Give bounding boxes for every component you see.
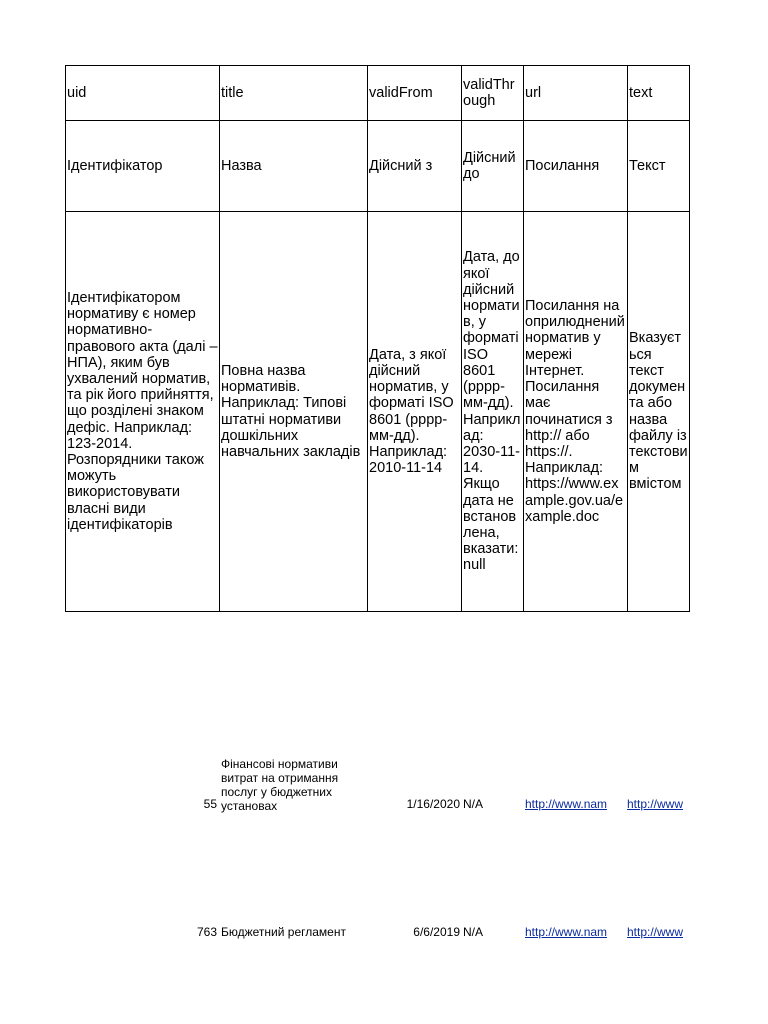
header-cell-text: text xyxy=(628,66,690,121)
header-cell-url: url xyxy=(524,66,628,121)
label-cell-title: Назва xyxy=(220,121,368,212)
record-row xyxy=(0,757,768,813)
record-title xyxy=(221,757,371,813)
record-title-line: установах xyxy=(221,799,278,813)
spec-table xyxy=(65,65,690,612)
record-uid: 763 xyxy=(196,925,217,939)
header-cell-title: title xyxy=(220,66,368,121)
record-url-link[interactable]: http://www.nam xyxy=(525,797,608,811)
record-validthrough: N/A xyxy=(463,925,484,939)
label-cell-validthrough: Дійсний до xyxy=(462,121,524,212)
label-cell-validfrom: Дійсний з xyxy=(368,121,462,212)
description-cell-uid: Ідентифікатором нормативу є номер нормативно-правового акта (далі – НПА), яким був ухвалений норматив, та рік його прийняття, що розділені знаком дефіс. Наприклад: 123-2014. Розпорядники також можуть використовувати власні види ідентифікаторів xyxy=(66,212,220,612)
record-url-link[interactable]: http://www.nam xyxy=(525,925,608,939)
record-title-line: послуг у бюджетних xyxy=(221,785,332,799)
record-row xyxy=(0,925,768,941)
record-validfrom: 1/16/2020 xyxy=(406,797,460,811)
record-validfrom: 6/6/2019 xyxy=(413,925,460,939)
description-cell-text: Вказується текст документа або назва файлу із текстовим вмістом xyxy=(628,212,690,612)
label-cell-url: Посилання xyxy=(524,121,628,212)
record-title-line: Бюджетний регламент xyxy=(221,925,346,939)
header-row xyxy=(66,66,690,121)
record-uid: 55 xyxy=(203,797,217,811)
record-title-line: Фінансові нормативи xyxy=(221,757,338,771)
description-cell-url: Посилання на оприлюднений норматив у мережі Інтернет. Посилання має починатися з http:// або https://. Наприклад: https://www.example.gov.ua/example.doc xyxy=(524,212,628,612)
label-row xyxy=(66,121,690,212)
record-text-link[interactable]: http://www xyxy=(627,925,684,939)
description-cell-validthrough: Дата, до якої дійсний норматив, у форматі ISO 8601 (рррр-мм-дд). Наприклад: 2030-11-14. Якщо дата не встановлена, вказати: null xyxy=(462,212,524,612)
record-title xyxy=(221,925,371,939)
header-cell-validthrough: validThrough xyxy=(462,66,524,121)
record-title-line: витрат на отримання xyxy=(221,771,339,785)
description-cell-title: Повна назва нормативів. Наприклад: Типові штатні нормативи дошкільних навчальних закладів xyxy=(220,212,368,612)
record-text-link[interactable]: http://www xyxy=(627,797,684,811)
description-cell-validfrom: Дата, з якої дійсний норматив, у форматі ISO 8601 (рррр-мм-дд). Наприклад: 2010-11-14 xyxy=(368,212,462,612)
label-cell-text: Текст xyxy=(628,121,690,212)
label-cell-uid: Ідентифікатор xyxy=(66,121,220,212)
header-cell-validfrom: validFrom xyxy=(368,66,462,121)
description-row xyxy=(66,212,690,612)
record-validthrough: N/A xyxy=(463,797,484,811)
header-cell-uid: uid xyxy=(66,66,220,121)
